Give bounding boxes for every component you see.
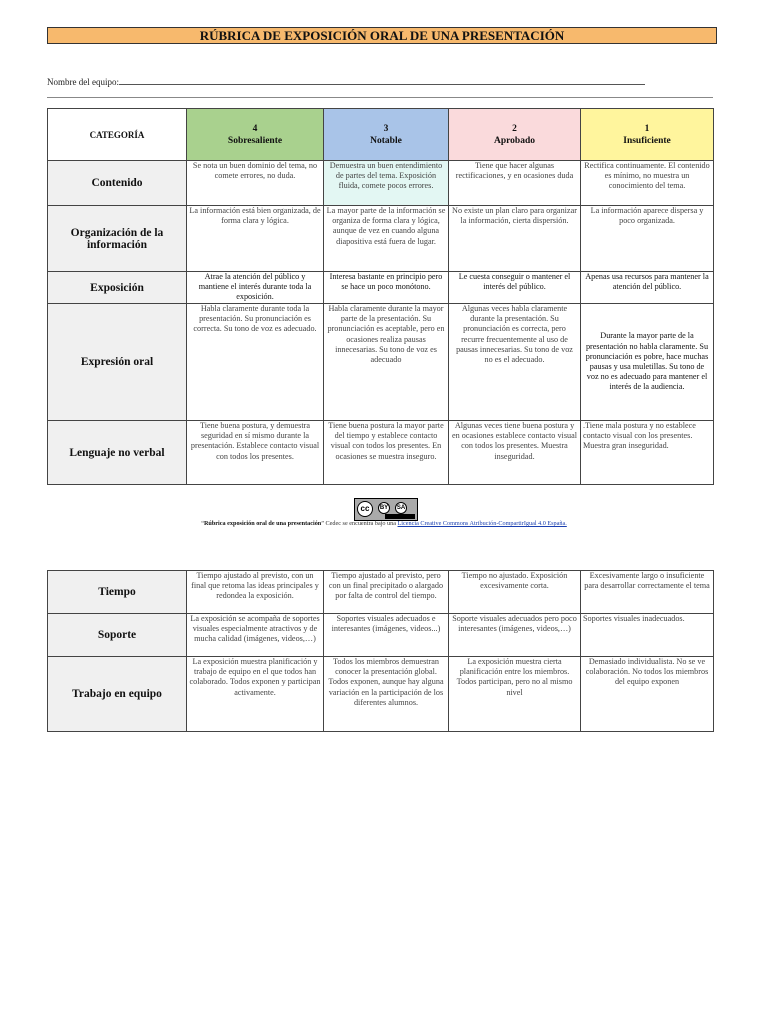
rubric-cell: Soportes visuales inadecuados. bbox=[581, 614, 714, 657]
header-row bbox=[48, 109, 714, 161]
license-link[interactable]: Licencia Creative Commons Atribución-CompartirIgual 4.0 España. bbox=[397, 520, 567, 527]
rubric-cell: Soportes visuales adecuados e interesantes (imágenes, videos...) bbox=[324, 614, 449, 657]
rubric-cell: Tiempo ajustado al previsto, con un final que retoma las ideas principales y redondea la exposición. bbox=[187, 571, 324, 614]
category-cell: Contenido bbox=[48, 161, 187, 206]
rubric-table bbox=[47, 108, 714, 485]
category-cell: Exposición bbox=[48, 272, 187, 304]
header-level-4 bbox=[187, 109, 324, 161]
share-alike-icon: SA bbox=[395, 502, 407, 514]
level-number: 1 bbox=[644, 123, 650, 134]
divider bbox=[47, 97, 713, 98]
rubric-cell: Demasiado individualista. No se ve colaboración. No todos los miembros del equipo exponen bbox=[581, 657, 714, 732]
table-row bbox=[48, 614, 714, 657]
category-cell: Soporte bbox=[48, 614, 187, 657]
rubric-cell: La exposición muestra cierta planificación entre los miembros. Todos participan, pero no al mismo nivel bbox=[449, 657, 581, 732]
header-category: CATEGORÍA bbox=[48, 109, 187, 161]
rubric-cell: Interesa bastante en principio pero se hace un poco monótono. bbox=[324, 272, 449, 304]
table-row bbox=[48, 206, 714, 272]
team-name-field[interactable] bbox=[47, 76, 645, 87]
license-credit: “Rúbrica exposición oral de una presentación” Cedec se encuentra bajo una Licencia Creative Commons Atribución-CompartirIgual 4.0 España. bbox=[201, 520, 567, 527]
level-name: Sobresaliente bbox=[227, 135, 283, 146]
level-name: Aprobado bbox=[493, 135, 535, 146]
rubric-cell: Tiempo ajustado al previsto, pero con un final precipitado o alargado por falta de control del tiempo. bbox=[324, 571, 449, 614]
team-name-line[interactable] bbox=[119, 76, 645, 85]
cc-icon: cc bbox=[357, 501, 373, 517]
rubric-cell: Algunas veces tiene buena postura y en ocasiones establece contacto visual con todos los presentes. Muestra inseguridad. bbox=[449, 421, 581, 485]
table-row bbox=[48, 421, 714, 485]
rubric-cell: Habla claramente durante toda la presentación. Su pronunciación es correcta. Su tono de voz es adecuado. bbox=[187, 304, 324, 421]
rubric-cell: Le cuesta conseguir o mantener el interés del público. bbox=[449, 272, 581, 304]
category-cell: Lenguaje no verbal bbox=[48, 421, 187, 485]
rubric-cell: La información aparece dispersa y poco organizada. bbox=[581, 206, 714, 272]
rubric-cell: Excesivamente largo o insuficiente para desarrollar correctamente el tema bbox=[581, 571, 714, 614]
credit-text: Cedec se encuentra bajo una bbox=[324, 520, 398, 527]
rubric-cell: Apenas usa recursos para mantener la atención del público. bbox=[581, 272, 714, 304]
creative-commons-badge bbox=[354, 498, 418, 521]
level-name: Notable bbox=[370, 135, 402, 146]
rubric-cell: Tiempo no ajustado. Exposición excesivamente corta. bbox=[449, 571, 581, 614]
category-cell: Tiempo bbox=[48, 571, 187, 614]
level-number: 4 bbox=[252, 123, 258, 134]
table-row bbox=[48, 657, 714, 732]
rubric-cell: Algunas veces habla claramente durante la presentación. Su pronunciación es correcta, pero recurre frecuentemente al uso de pausas innecesarias. Su tono de voz no es el adecuado. bbox=[449, 304, 581, 421]
table-row bbox=[48, 161, 714, 206]
header-level-3 bbox=[324, 109, 449, 161]
work-title: Rúbrica exposición oral de una presentación bbox=[203, 520, 322, 527]
level-number: 3 bbox=[383, 123, 389, 134]
page-title: RÚBRICA DE EXPOSICIÓN ORAL DE UNA PRESENTACIÓN bbox=[47, 27, 717, 44]
rubric-cell: La exposición se acompaña de soportes visuales especialmente atractivos y de mucha calidad (imágenes, videos,…) bbox=[187, 614, 324, 657]
badge-bar bbox=[385, 514, 415, 519]
rubric-cell: Habla claramente durante la mayor parte de la presentación. Su pronunciación es aceptable, pero en ocasiones realiza pausas innecesarias. Su tono de voz es adecuado bbox=[324, 304, 449, 421]
header-level-1 bbox=[581, 109, 714, 161]
rubric-cell: Tiene que hacer algunas rectificaciones, y en ocasiones duda bbox=[449, 161, 581, 206]
rubric-cell: Tiene buena postura, y demuestra seguridad en sí mismo durante la presentación. Establece contacto visual con todos los presentes. bbox=[187, 421, 324, 485]
rubric-cell: Todos los miembros demuestran conocer la presentación global. Todos exponen, aunque hay alguna variación en la participación de los diferentes alumnos. bbox=[324, 657, 449, 732]
attribution-icon: BY bbox=[378, 502, 390, 514]
rubric-cell: Rectifica continuamente. El contenido es mínimo, no muestra un conocimiento del tema. bbox=[581, 161, 714, 206]
rubric-cell: Atrae la atención del público y mantiene el interés durante toda la exposición. bbox=[187, 272, 324, 304]
rubric-cell: Demuestra un buen entendimiento de partes del tema. Exposición fluida, comete pocos errores. bbox=[324, 161, 449, 206]
level-name: Insuficiente bbox=[623, 135, 671, 146]
rubric-cell: Se nota un buen dominio del tema, no comete errores, no duda. bbox=[187, 161, 324, 206]
category-cell: Trabajo en equipo bbox=[48, 657, 187, 732]
table-row bbox=[48, 571, 714, 614]
table-row bbox=[48, 304, 714, 421]
rubric-cell: La exposición muestra planificación y trabajo de equipo en el que todos han colaborado. Todos exponen y participan activamente. bbox=[187, 657, 324, 732]
rubric-cell: La información está bien organizada, de forma clara y lógica. bbox=[187, 206, 324, 272]
team-name-label: Nombre del equipo: bbox=[47, 77, 119, 87]
rubric-cell: Durante la mayor parte de la presentación no habla claramente. Su pronunciación es pobre, hace muchas pausas y usa muletillas. Su tono de voz no es adecuado para mantener el interés de la audiencia. bbox=[581, 304, 714, 421]
table-row bbox=[48, 272, 714, 304]
rubric-cell: Soporte visuales adecuados pero poco interesantes (imágenes, videos,…) bbox=[449, 614, 581, 657]
header-level-2 bbox=[449, 109, 581, 161]
rubric-cell: Tiene buena postura la mayor parte del tiempo y establece contacto visual con todos los presentes. En ocasiones se muestra inseguro. bbox=[324, 421, 449, 485]
rubric-table-extra bbox=[47, 570, 714, 732]
rubric-cell: .Tiene mala postura y no establece contacto visual con los presentes. Muestra gran inseguridad. bbox=[581, 421, 714, 485]
level-number: 2 bbox=[512, 123, 517, 134]
rubric-cell: No existe un plan claro para organizar la información, cierta dispersión. bbox=[449, 206, 581, 272]
rubric-cell: La mayor parte de la información se organiza de forma clara y lógica, aunque de vez en cuando alguna diapositiva está fuera de lugar. bbox=[324, 206, 449, 272]
category-cell: Expresión oral bbox=[48, 304, 187, 421]
category-cell: Organización de la información bbox=[48, 206, 187, 272]
